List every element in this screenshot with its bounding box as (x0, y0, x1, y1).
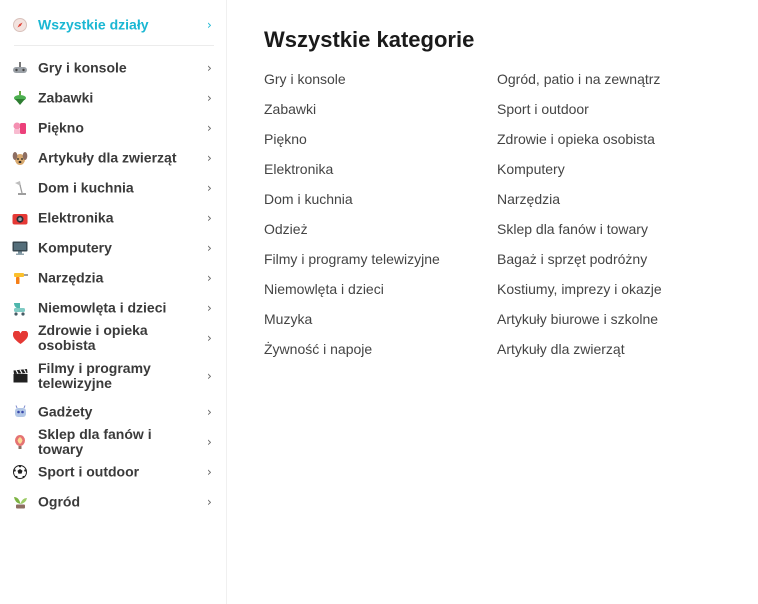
sidebar-item-label: Sport i outdoor (38, 463, 140, 480)
chevron-right-icon: › (207, 435, 212, 449)
chevron-right-icon: › (207, 495, 212, 509)
sidebar-item-home-kitchen[interactable] (0, 173, 227, 203)
soccer-ball-icon (12, 464, 28, 480)
chevron-right-icon: › (207, 241, 212, 255)
chevron-right-icon: › (207, 18, 212, 32)
category-link[interactable]: Odzież (264, 221, 308, 237)
chevron-right-icon: › (207, 211, 212, 225)
sprout-icon (12, 494, 28, 510)
monitor-icon (12, 240, 28, 256)
chevron-right-icon: › (207, 301, 212, 315)
divider (14, 45, 214, 46)
sidebar-item-label: Artykuły dla zwierząt (38, 149, 177, 166)
category-link[interactable]: Muzyka (264, 311, 313, 327)
compass-icon (12, 17, 28, 33)
chevron-right-icon: › (207, 91, 212, 105)
sidebar-item-label: Gadżety (38, 403, 93, 420)
category-link[interactable]: Zdrowie i opieka osobista (497, 131, 655, 147)
camera-icon (12, 210, 28, 226)
category-link[interactable]: Sklep dla fanów i towary (497, 221, 648, 237)
chevron-right-icon: › (207, 465, 212, 479)
sidebar-item-label: Wszystkie działy (38, 16, 149, 33)
sidebar-item-label: Zabawki (38, 89, 94, 106)
category-link[interactable]: Piękno (264, 131, 307, 147)
sidebar-item-toys[interactable] (0, 83, 227, 113)
category-link[interactable]: Filmy i programy telewizyjne (264, 251, 440, 267)
category-link[interactable]: Komputery (497, 161, 565, 177)
chevron-right-icon: › (207, 181, 212, 195)
category-link[interactable]: Elektronika (264, 161, 334, 177)
chevron-right-icon: › (207, 271, 212, 285)
sidebar-item-label: Filmy i programy telewizyjne (38, 360, 151, 391)
chevron-right-icon: › (207, 331, 212, 345)
sidebar-item-label: Piękno (38, 119, 84, 136)
sidebar-item-label: Komputery (38, 239, 112, 256)
sidebar-item-gadgets[interactable] (0, 397, 227, 427)
sidebar-item-computers[interactable] (0, 233, 227, 263)
sidebar-item-label: Sklep dla fanów i towary (38, 426, 152, 457)
balloon-icon (12, 434, 28, 450)
cosmetics-icon (12, 120, 28, 136)
page-title: Wszystkie kategorie (264, 27, 475, 52)
category-link[interactable]: Żywność i napoje (264, 341, 373, 357)
chevron-right-icon: › (207, 121, 212, 135)
chevron-right-icon: › (207, 369, 212, 383)
sidebar-item-baby[interactable] (0, 293, 227, 323)
sidebar-item-label: Ogród (38, 493, 80, 510)
sidebar-item-health[interactable] (0, 323, 227, 353)
sidebar-item-all-departments[interactable] (0, 10, 227, 40)
sidebar-item-label: Niemowlęta i dzieci (38, 299, 167, 316)
sidebar-item-label: Dom i kuchnia (38, 179, 134, 196)
sidebar-item-label: Narzędzia (38, 269, 104, 286)
lamp-icon (12, 180, 28, 196)
sidebar-item-tools[interactable] (0, 263, 227, 293)
sidebar-item-beauty[interactable] (0, 113, 227, 143)
robot-icon (12, 404, 28, 420)
heart-icon (12, 330, 28, 346)
category-link[interactable]: Niemowlęta i dzieci (264, 281, 384, 297)
category-link[interactable]: Sport i outdoor (497, 101, 589, 117)
clapperboard-icon (12, 368, 28, 384)
category-link[interactable]: Ogród, patio i na zewnątrz (497, 71, 661, 87)
category-link[interactable]: Zabawki (264, 101, 317, 117)
sidebar-item-label: Zdrowie i opieka osobista (38, 322, 148, 353)
sidebar-item-pets[interactable] (0, 143, 227, 173)
chevron-right-icon: › (207, 151, 212, 165)
sidebar-item-label: Elektronika (38, 209, 114, 226)
category-link[interactable]: Artykuły biurowe i szkolne (497, 311, 659, 327)
category-link[interactable]: Artykuły dla zwierząt (497, 341, 625, 357)
category-link[interactable]: Bagaż i sprzęt podróżny (497, 251, 648, 267)
stroller-icon (12, 300, 28, 316)
category-link[interactable]: Kostiumy, imprezy i okazje (497, 281, 662, 297)
sidebar-item-electronics[interactable] (0, 203, 227, 233)
chevron-right-icon: › (207, 405, 212, 419)
category-link[interactable]: Gry i konsole (264, 71, 346, 87)
sidebar-item-label: Gry i konsole (38, 59, 127, 76)
dog-icon (12, 150, 28, 166)
sidebar-item-movies-tv[interactable] (0, 361, 227, 391)
sidebar (0, 0, 227, 604)
sidebar-item-fan-shop[interactable] (0, 427, 227, 457)
category-link[interactable]: Narzędzia (497, 191, 561, 207)
category-link[interactable]: Dom i kuchnia (264, 191, 353, 207)
sidebar-item-garden[interactable] (0, 487, 227, 517)
gamepad-icon (12, 60, 28, 76)
sidebar-item-games[interactable] (0, 53, 227, 83)
drill-icon (12, 270, 28, 286)
sidebar-item-sports[interactable] (0, 457, 227, 487)
chevron-right-icon: › (207, 61, 212, 75)
spinning-top-icon (12, 90, 28, 106)
